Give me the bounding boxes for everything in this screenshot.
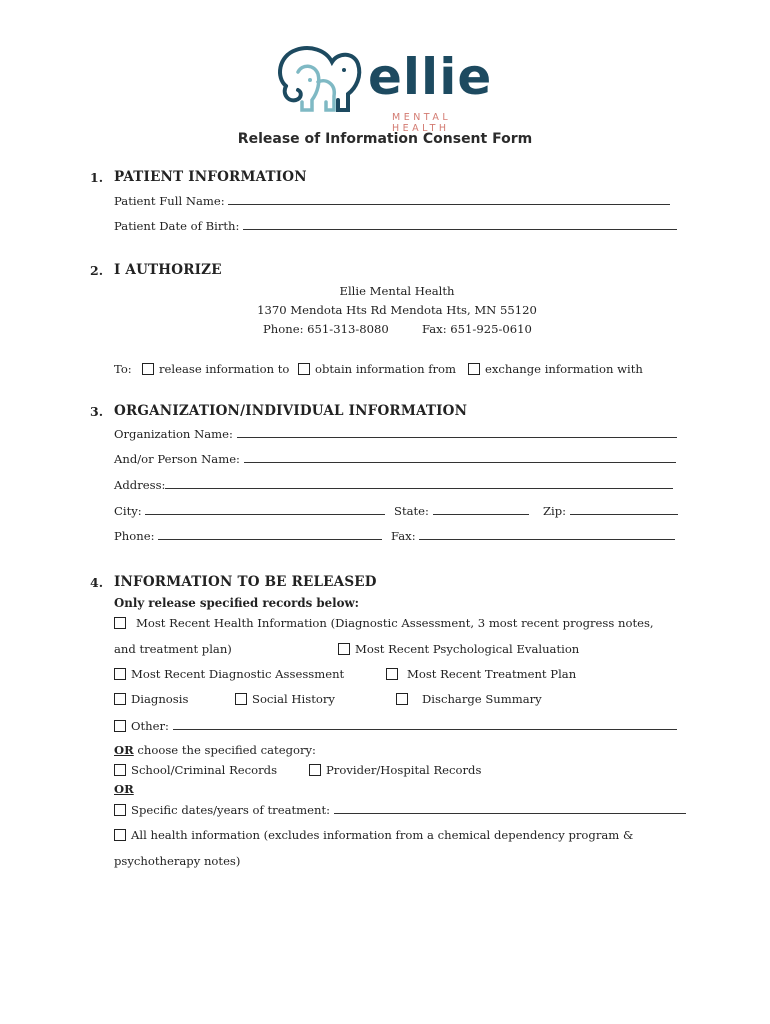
diagnosis-checkbox[interactable] bbox=[114, 693, 126, 705]
category-text: choose the specified category: bbox=[133, 743, 316, 757]
all-health-label-1: All health information (excludes information from a chemical dependency program & bbox=[131, 828, 634, 842]
option-release[interactable] bbox=[142, 362, 289, 376]
logo-wordmark: ellie bbox=[368, 48, 493, 106]
specific-dates-checkbox[interactable] bbox=[114, 804, 126, 816]
diagnosis-label: Diagnosis bbox=[131, 692, 189, 706]
authorized-org-name: Ellie Mental Health bbox=[339, 284, 455, 298]
fax-label: Fax: bbox=[391, 529, 416, 543]
phone-field[interactable] bbox=[158, 528, 382, 540]
treatment-plan-label: Most Recent Treatment Plan bbox=[407, 667, 577, 681]
section-1-number: 1. bbox=[90, 170, 104, 185]
address-label: Address: bbox=[114, 478, 166, 492]
fax-field[interactable] bbox=[419, 528, 675, 540]
patient-dob-label: Patient Date of Birth: bbox=[114, 219, 240, 233]
other-field[interactable] bbox=[173, 718, 677, 730]
authorized-org-fax: Fax: 651-925-0610 bbox=[422, 322, 532, 336]
org-name-field[interactable] bbox=[237, 426, 677, 438]
recent-health-label-2: and treatment plan) bbox=[114, 642, 232, 656]
person-name-row bbox=[114, 451, 676, 466]
discharge-summary-label: Discharge Summary bbox=[422, 692, 542, 706]
specific-dates-field[interactable] bbox=[334, 802, 686, 814]
all-health-label-2: psychotherapy notes) bbox=[114, 854, 241, 868]
school-records-label: School/Criminal Records bbox=[131, 763, 278, 777]
authorized-org-phone: Phone: 651-313-8080 bbox=[263, 322, 389, 336]
section-3-number: 3. bbox=[90, 404, 104, 419]
provider-records-checkbox[interactable] bbox=[309, 764, 321, 776]
authorize-to-label: To: bbox=[114, 362, 132, 376]
exchange-checkbox[interactable] bbox=[468, 363, 480, 375]
psych-eval-label: Most Recent Psychological Evaluation bbox=[355, 642, 580, 656]
category-line bbox=[114, 743, 316, 757]
org-name-row bbox=[114, 426, 677, 441]
zip-label: Zip: bbox=[543, 504, 567, 518]
elephant-logo-icon bbox=[272, 42, 364, 116]
fax-row bbox=[391, 528, 675, 543]
section-3-title: ORGANIZATION/INDIVIDUAL INFORMATION bbox=[114, 403, 468, 419]
section-2-title: I AUTHORIZE bbox=[114, 262, 222, 278]
provider-records-label: Provider/Hospital Records bbox=[326, 763, 482, 777]
social-history-option[interactable] bbox=[235, 692, 335, 706]
patient-full-name-field[interactable] bbox=[228, 193, 670, 205]
diagnosis-option[interactable] bbox=[114, 692, 188, 706]
specific-dates-option[interactable] bbox=[114, 802, 686, 817]
recent-health-checkbox[interactable] bbox=[114, 617, 126, 629]
zip-field[interactable] bbox=[570, 503, 678, 515]
treatment-plan-checkbox[interactable] bbox=[386, 668, 398, 680]
release-subtitle: Only release specified records below: bbox=[114, 596, 359, 610]
psych-eval-checkbox[interactable] bbox=[338, 643, 350, 655]
social-history-checkbox[interactable] bbox=[235, 693, 247, 705]
section-2-number: 2. bbox=[90, 263, 104, 278]
city-row bbox=[114, 503, 385, 518]
logo-subtitle: MENTAL HEALTH bbox=[392, 112, 452, 134]
ellie-logo bbox=[272, 40, 502, 134]
option-obtain-label: obtain information from bbox=[315, 362, 457, 376]
other-option[interactable] bbox=[114, 718, 677, 733]
school-records-option[interactable] bbox=[114, 763, 277, 777]
patient-full-name-row bbox=[114, 193, 670, 208]
psych-eval-option[interactable] bbox=[338, 642, 579, 656]
all-health-checkbox[interactable] bbox=[114, 829, 126, 841]
obtain-checkbox[interactable] bbox=[298, 363, 310, 375]
or-word: OR bbox=[114, 743, 134, 757]
discharge-summary-checkbox[interactable] bbox=[396, 693, 408, 705]
state-field[interactable] bbox=[433, 503, 529, 515]
option-exchange[interactable] bbox=[468, 362, 643, 376]
specific-dates-label: Specific dates/years of treatment: bbox=[131, 803, 331, 817]
city-label: City: bbox=[114, 504, 142, 518]
section-4-title: INFORMATION TO BE RELEASED bbox=[114, 574, 377, 590]
option-obtain[interactable] bbox=[298, 362, 456, 376]
or-word-2: OR bbox=[114, 782, 134, 796]
address-field[interactable] bbox=[165, 477, 673, 489]
person-name-label: And/or Person Name: bbox=[114, 452, 240, 466]
diag-assessment-option[interactable] bbox=[114, 667, 344, 681]
org-name-label: Organization Name: bbox=[114, 427, 233, 441]
release-checkbox[interactable] bbox=[142, 363, 154, 375]
diag-assessment-label: Most Recent Diagnostic Assessment bbox=[131, 667, 345, 681]
recent-health-label-1: Most Recent Health Information (Diagnostic Assessment, 3 most recent progress notes, bbox=[136, 616, 654, 630]
patient-dob-field[interactable] bbox=[243, 218, 677, 230]
state-label: State: bbox=[394, 504, 429, 518]
person-name-field[interactable] bbox=[244, 451, 676, 463]
other-checkbox[interactable] bbox=[114, 720, 126, 732]
option-release-label: release information to bbox=[159, 362, 290, 376]
phone-label: Phone: bbox=[114, 529, 155, 543]
state-row bbox=[394, 503, 529, 518]
recent-health-option[interactable] bbox=[114, 616, 654, 630]
social-history-label: Social History bbox=[252, 692, 335, 706]
provider-records-option[interactable] bbox=[309, 763, 481, 777]
section-4-number: 4. bbox=[90, 575, 104, 590]
authorized-org-address: 1370 Mendota Hts Rd Mendota Hts, MN 55120 bbox=[257, 303, 537, 317]
form-title: Release of Information Consent Form bbox=[237, 131, 533, 147]
other-label: Other: bbox=[131, 719, 169, 733]
patient-dob-row bbox=[114, 218, 677, 233]
all-health-option[interactable] bbox=[114, 828, 633, 842]
city-field[interactable] bbox=[145, 503, 385, 515]
section-1-title: PATIENT INFORMATION bbox=[114, 169, 307, 185]
treatment-plan-option[interactable] bbox=[386, 667, 576, 681]
zip-row bbox=[543, 503, 678, 518]
school-records-checkbox[interactable] bbox=[114, 764, 126, 776]
discharge-summary-option[interactable] bbox=[396, 692, 542, 706]
option-exchange-label: exchange information with bbox=[485, 362, 643, 376]
address-row bbox=[114, 477, 673, 492]
phone-row bbox=[114, 528, 382, 543]
diag-assessment-checkbox[interactable] bbox=[114, 668, 126, 680]
patient-full-name-label: Patient Full Name: bbox=[114, 194, 225, 208]
